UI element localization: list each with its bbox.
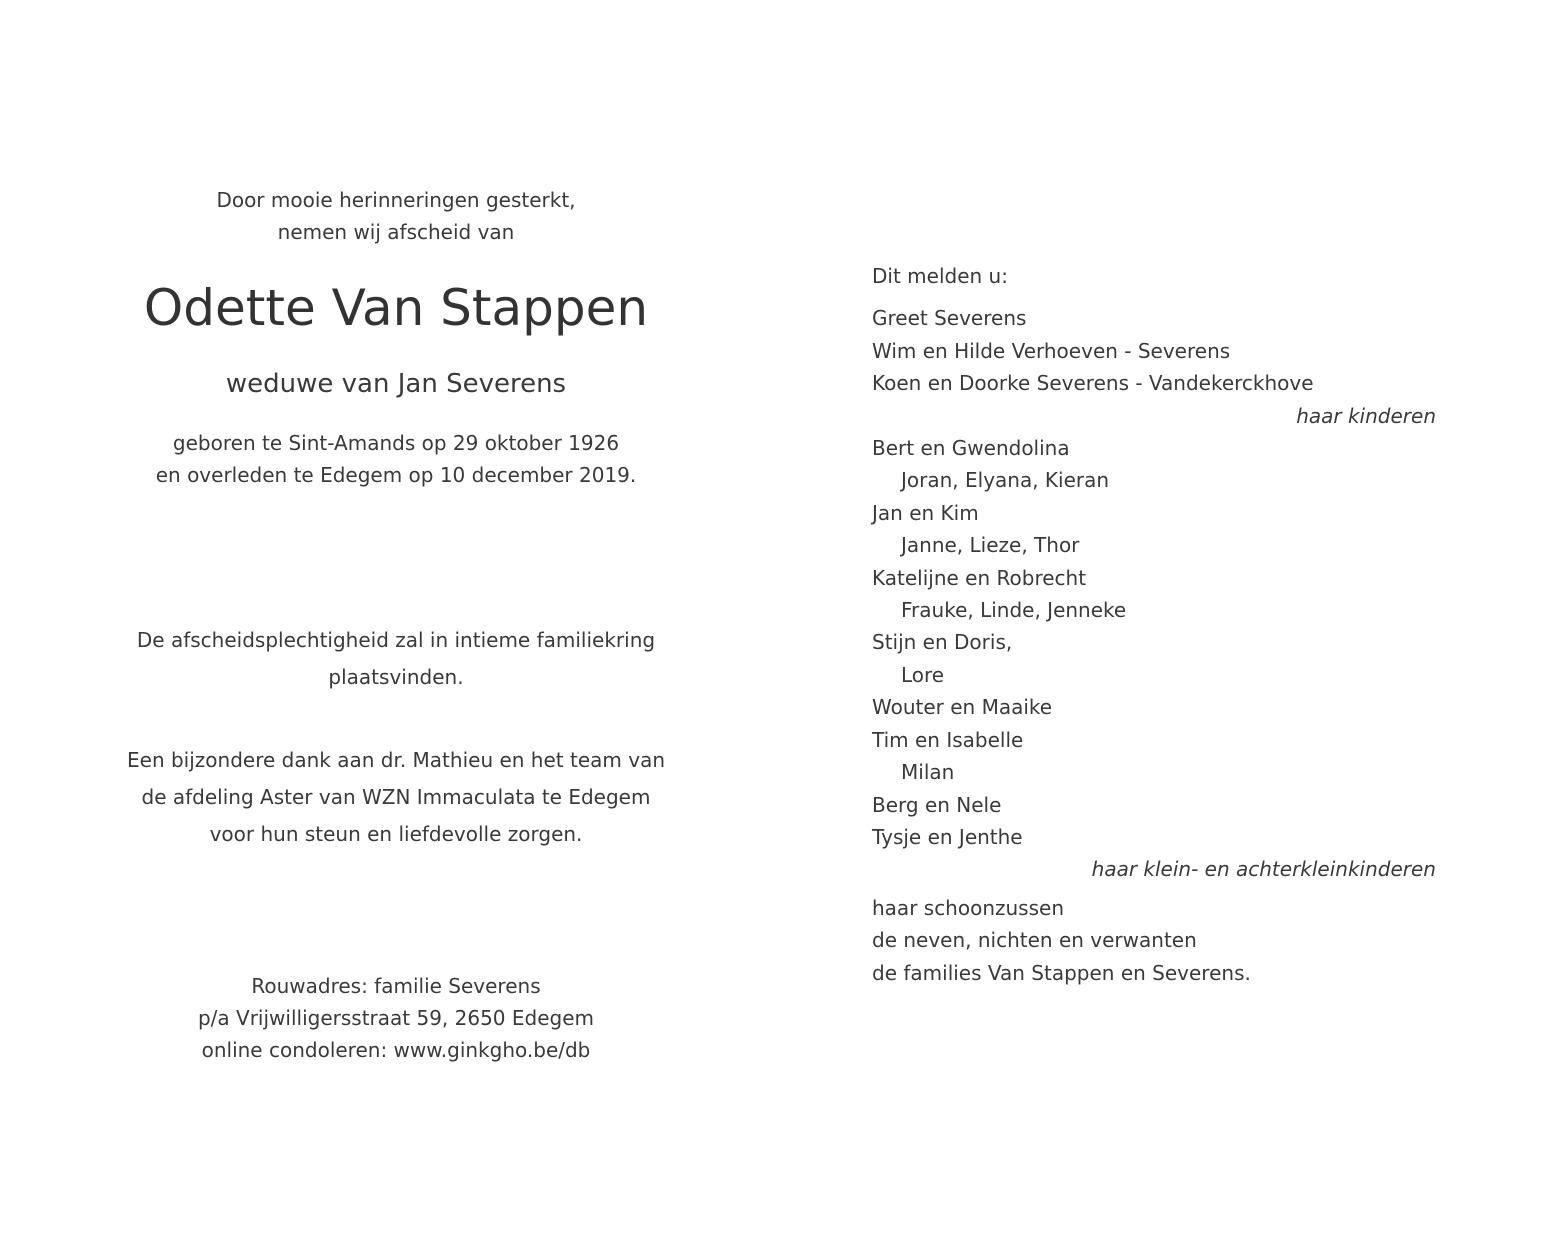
thanks-line-3: voor hun steun en liefdevolle zorgen.	[209, 822, 583, 846]
deceased-name: Odette Van Stappen	[143, 279, 649, 337]
great-grandchildren: Janne, Lieze, Thor	[901, 533, 1080, 558]
grandchild-couple: Berg en Nele	[872, 792, 1002, 817]
grandchild-couple: Katelijne en Robrecht	[872, 565, 1087, 590]
birth-line: geboren te Sint-Amands op 29 oktober 1926	[172, 431, 620, 455]
other-relatives: de neven, nichten en verwanten	[872, 928, 1197, 953]
other-relatives: de families Van Stappen en Severens.	[872, 960, 1251, 985]
address-line-1: Rouwadres: familie Severens	[251, 974, 541, 998]
thanks-line-1: Een bijzondere dank aan dr. Mathieu en het team van	[127, 748, 665, 772]
intro-text	[100, 184, 692, 248]
grandchild-couple: Bert en Gwendolina	[872, 436, 1070, 461]
grandchild-couple: Stijn en Doris,	[872, 630, 1013, 655]
widow-of: weduwe van Jan Severens	[225, 369, 567, 399]
intro-line-2: nemen wij afscheid van	[277, 220, 515, 244]
ceremony-text	[100, 622, 692, 696]
great-grandchildren: Joran, Elyana, Kieran	[901, 468, 1110, 493]
mourning-address	[100, 970, 692, 1066]
great-grandchildren: Lore	[901, 662, 945, 687]
thanks-text	[100, 742, 692, 853]
child-name: Greet Severens	[872, 306, 1027, 331]
address-line-2: p/a Vrijwilligersstraat 59, 2650 Edegem	[197, 1006, 595, 1030]
great-grandchildren: Milan	[901, 760, 955, 785]
life-dates	[100, 427, 692, 491]
death-line: en overleden te Edegem op 10 december 2019.	[155, 463, 637, 487]
announcers-list	[872, 260, 1436, 989]
address-line-3: online condoleren: www.ginkgho.be/db	[201, 1038, 591, 1062]
grandchild-couple: Tysje en Jenthe	[872, 824, 1023, 849]
grandchild-couple: Tim en Isabelle	[872, 727, 1024, 752]
announcers-intro: Dit melden u:	[872, 264, 1008, 288]
grandchildren-role-label: haar klein- en achterkleinkinderen	[1091, 857, 1436, 882]
child-name: Wim en Hilde Verhoeven - Severens	[872, 338, 1231, 363]
other-relatives: haar schoonzussen	[872, 895, 1065, 920]
child-name: Koen en Doorke Severens - Vandekerckhove	[872, 371, 1314, 396]
great-grandchildren: Frauke, Linde, Jenneke	[901, 598, 1127, 623]
ceremony-line-2: plaatsvinden.	[328, 665, 464, 689]
grandchild-couple: Jan en Kim	[872, 500, 979, 525]
ceremony-line-1: De afscheidsplechtigheid zal in intieme familiekring	[136, 628, 656, 652]
thanks-line-2: de afdeling Aster van WZN Immaculata te Edegem	[141, 785, 651, 809]
children-role-label: haar kinderen	[1296, 403, 1436, 428]
grandchild-couple: Wouter en Maaike	[872, 695, 1053, 720]
intro-line-1: Door mooie herinneringen gesterkt,	[216, 188, 576, 212]
